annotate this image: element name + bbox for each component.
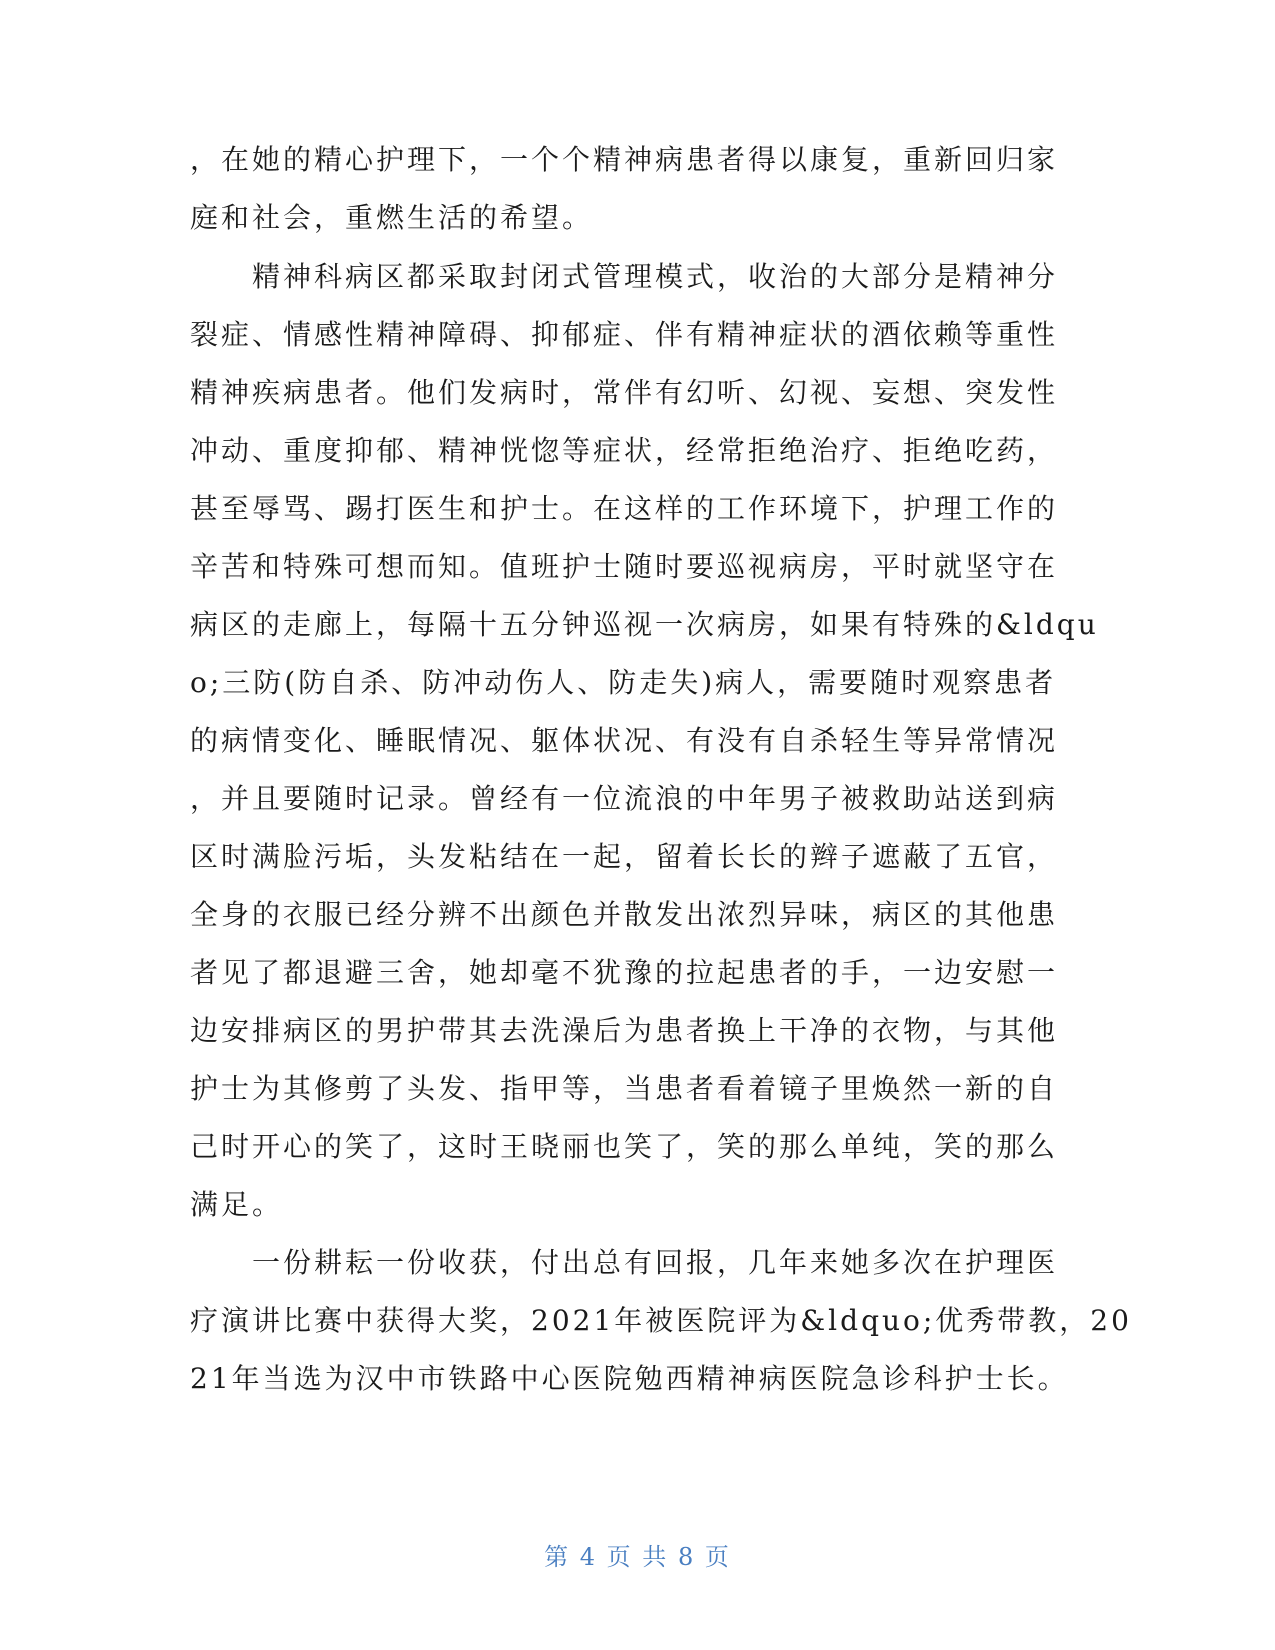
text-line: 精神疾病患者。他们发病时，常伴有幻听、幻视、妄想、突发性 (190, 376, 1059, 409)
text-line: 庭和社会，重燃生活的希望。 (190, 201, 594, 234)
text-line: 裂症、情感性精神障碍、抑郁症、伴有精神症状的酒依赖等重性 (190, 318, 1059, 351)
text-line: ，并且要随时记录。曾经有一位流浪的中年男子被救助站送到病 (190, 782, 1059, 815)
text-line: 冲动、重度抑郁、精神恍惚等症状，经常拒绝治疗、拒绝吃药， (190, 434, 1059, 467)
text-line: 21年当选为汉中市铁路中心医院勉西精神病医院急诊科护士长。 (190, 1362, 1069, 1395)
text-line: 区时满脸污垢，头发粘结在一起，留着长长的辫子遮蔽了五官， (190, 840, 1059, 873)
text-line: 疗演讲比赛中获得大奖，2021年被医院评为&ldquo;优秀带教，20 (190, 1304, 1132, 1337)
text-line: ，在她的精心护理下，一个个精神病患者得以康复，重新回归家 (190, 143, 1059, 176)
text-line: 病区的走廊上，每隔十五分钟巡视一次病房，如果有特殊的&ldqu (190, 608, 1099, 641)
text-line: 全身的衣服已经分辨不出颜色并散发出浓烈异味，病区的其他患 (190, 898, 1059, 931)
text-line: 一份耕耘一份收获，付出总有回报，几年来她多次在护理医 (190, 1246, 1059, 1279)
text-line: 甚至辱骂、踢打医生和护士。在这样的工作环境下，护理工作的 (190, 492, 1059, 525)
text-line: 护士为其修剪了头发、指甲等，当患者看着镜子里焕然一新的自 (190, 1072, 1059, 1105)
text-line: o;三防(防自杀、防冲动伤人、防走失)病人，需要随时观察患者 (190, 666, 1057, 699)
page-number-footer: 第 4 页 共 8 页 (544, 1543, 731, 1571)
text-line: 精神科病区都采取封闭式管理模式，收治的大部分是精神分 (190, 260, 1059, 293)
text-line: 边安排病区的男护带其去洗澡后为患者换上干净的衣物，与其他 (190, 1014, 1059, 1047)
text-line: 满足。 (190, 1188, 284, 1221)
text-line: 辛苦和特殊可想而知。值班护士随时要巡视病房，平时就坚守在 (190, 550, 1059, 583)
text-line: 者见了都退避三舍，她却毫不犹豫的拉起患者的手，一边安慰一 (190, 956, 1059, 989)
text-line: 的病情变化、睡眠情况、躯体状况、有没有自杀轻生等异常情况 (190, 724, 1059, 757)
text-line: 己时开心的笑了，这时王晓丽也笑了，笑的那么单纯，笑的那么 (190, 1130, 1059, 1163)
